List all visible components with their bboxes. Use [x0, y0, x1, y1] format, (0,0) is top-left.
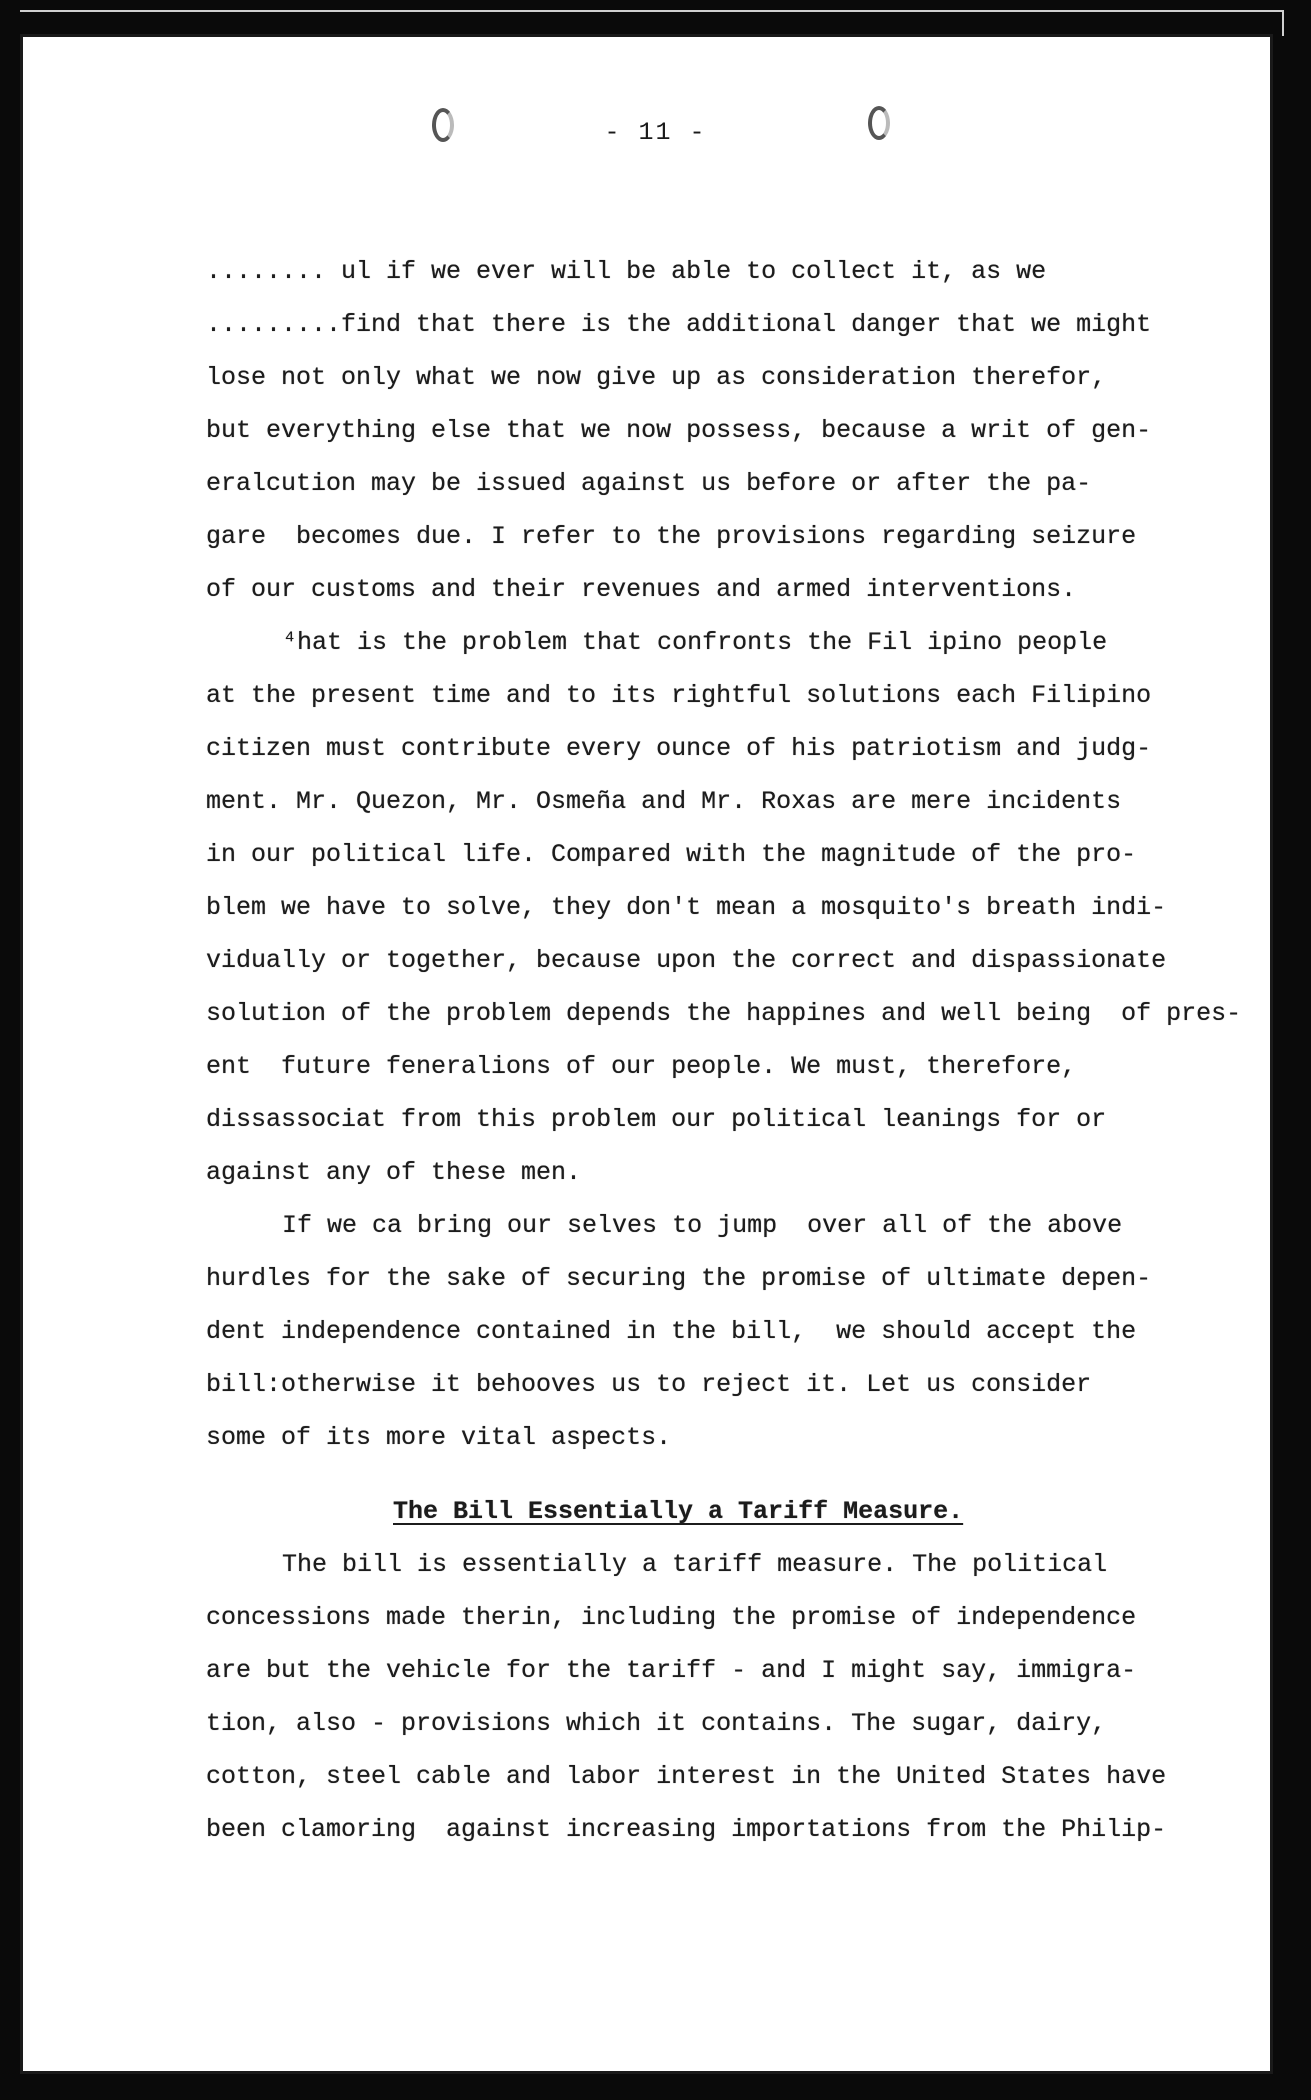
text-line: ent future feneralions of our people. We must, therefore, — [206, 1052, 1077, 1081]
page-number: - 11 - — [604, 118, 707, 147]
text-line: lose not only what we now give up as consideration therefor, — [206, 363, 1107, 392]
text-line: cotton, steel cable and labor interest in the United States have — [206, 1762, 1167, 1791]
underlying-page-edge — [20, 10, 1284, 36]
text-line: ⁴hat is the problem that confronts the Fil ipino people — [282, 628, 1108, 657]
text-line: bill:otherwise it behooves us to reject it. Let us consider — [206, 1370, 1092, 1399]
text-line: concessions made therin, including the promise of independence — [206, 1603, 1137, 1632]
text-line: ........ ul if we ever will be able to collect it, as we — [206, 257, 1047, 286]
text-line: citizen must contribute every ounce of his patriotism and judg- — [206, 734, 1152, 763]
text-line: ment. Mr. Quezon, Mr. Osmeña and Mr. Roxas are mere incidents — [206, 787, 1122, 816]
text-line: but everything else that we now possess, because a writ of gen- — [206, 416, 1152, 445]
text-line: dent independence contained in the bill, we should accept the — [206, 1317, 1137, 1346]
text-line: in our political life. Compared with the magnitude of the pro- — [206, 840, 1137, 869]
text-line: solution of the problem depends the happines and well being of pres- — [206, 999, 1242, 1028]
text-line: dissassociat from this problem our political leanings for or — [206, 1105, 1107, 1134]
text-line: tion, also - provisions which it contains. The sugar, dairy, — [206, 1709, 1107, 1738]
text-line: some of its more vital aspects. — [206, 1423, 672, 1452]
section-heading: The Bill Essentially a Tariff Measure. — [393, 1497, 964, 1526]
text-line: blem we have to solve, they don't mean a mosquito's breath indi- — [206, 893, 1167, 922]
text-line: If we ca bring our selves to jump over all of the above — [282, 1211, 1123, 1240]
text-line: .........find that there is the additional danger that we might — [206, 310, 1152, 339]
text-line: been clamoring against increasing importations from the Philip- — [206, 1815, 1167, 1844]
text-line: are but the vehicle for the tariff - and I might say, immigra- — [206, 1656, 1137, 1685]
text-line: of our customs and their revenues and armed interventions. — [206, 575, 1077, 604]
text-line: eralcution may be issued against us before or after the pa- — [206, 469, 1092, 498]
text-line: against any of these men. — [206, 1158, 582, 1187]
text-line: at the present time and to its rightful solutions each Filipino — [206, 681, 1152, 710]
text-line: gare becomes due. I refer to the provisions regarding seizure — [206, 522, 1137, 551]
text-line: vidually or together, because upon the correct and dispassionate — [206, 946, 1167, 975]
text-line: hurdles for the sake of securing the promise of ultimate depen- — [206, 1264, 1152, 1293]
text-line: The bill is essentially a tariff measure. The political — [282, 1550, 1108, 1579]
